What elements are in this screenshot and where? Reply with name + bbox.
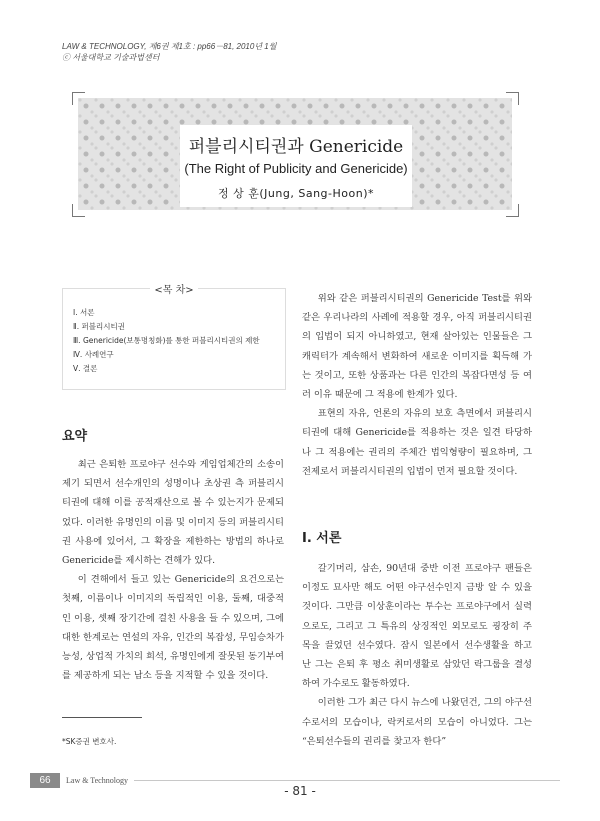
footer-journal-name: Law & Technology <box>66 776 128 785</box>
toc-list <box>73 306 260 376</box>
journal-citation: LAW & TECHNOLOGY, 제6권 제1호 : pp66－81, 2010년 1월 <box>62 42 277 51</box>
corner-mark <box>506 92 519 105</box>
body-paragraph: 표현의 자유, 언론의 자유의 보호 측면에서 퍼블리시티권에 대해 Genericide를 적용하는 것은 일견 타당하나 그 적용에는 권리의 주체간 법익형량이 필요하며, 그 전제로서 퍼블리시티권의 입법이 먼저 필요할 것이다. <box>302 408 532 477</box>
corner-mark <box>72 92 85 105</box>
article-author: 정 상 훈(Jung, Sang-Hoon)* <box>218 187 374 200</box>
section-heading-introduction: Ⅰ. 서론 <box>302 531 342 546</box>
page-number-left: 66 <box>30 773 60 788</box>
introduction-body <box>302 559 532 751</box>
footnote-divider <box>62 717 142 718</box>
title-box <box>180 125 412 207</box>
body-paragraph: 갈기머리, 삼손, 90년대 중반 이전 프로야구 팬들은 이정도 묘사만 해도 어떤 야구선수인지 금방 알 수 있을 것이다. 그만큼 이상훈이라는 투수는 프로야구에서 실력으로도, 그리고 그 특유의 상징적인 외모로도 굉장히 주목을 끌었던 선수였다. 잠시 일본에서 선수생활을 하고 난 그는 은퇴 후 평소 취미생활로 삼았던 락그룹을 결성하여 가수로도 활동하였다. <box>302 563 532 690</box>
abstract-paragraph: 최근 은퇴한 프로야구 선수와 게임업체간의 소송이 제기 되면서 선수개인의 성명이나 초상권 측 퍼블리시티권에 대해 이를 공적재산으로 볼 수 있는지가 문제되었다. 이러한 유명인의 이름 및 이미지 등의 퍼블리시티권 사용에 있어서, 그 확장을 제한하는 방법의 하나로 Genericide를 제시하는 견해가 있다. <box>62 459 284 567</box>
article-subtitle: (The Right of Publicity and Genericide) <box>184 161 408 176</box>
corner-mark <box>72 204 85 217</box>
body-paragraph: 이러한 그가 최근 다시 뉴스에 나왔던건, 그의 야구선수로서의 모습이나, 락커로서의 모습이 아니었다. 그는 “은퇴선수들의 권리를 찾고자 한다” <box>302 697 532 747</box>
article-title: 퍼블리시티권과 Genericide <box>188 137 404 157</box>
publisher-line: ⓒ 서울대학교 기술과법센터 <box>62 53 160 62</box>
toc-item: Ⅴ. 결론 <box>73 364 98 373</box>
right-column-top <box>302 289 532 481</box>
abstract-body <box>62 455 284 685</box>
toc-item: Ⅰ. 서론 <box>73 308 95 317</box>
body-paragraph: 위와 같은 퍼블리시티권의 Genericide Test를 위와 같은 우리나라의 사례에 적용할 경우, 아직 퍼블리시티권의 입법이 되지 아니하였고, 현재 살아있는 인물들은 그 캐릭터가 계속해서 변화하여 새로운 이미지를 획득해 가는 것이고, 또한 상품과는 다른 인간의 복잡다면성 등 여러 이유 때문에 그 적용에 한계가 있다. <box>302 293 532 401</box>
toc-heading: <목 차> <box>150 285 197 296</box>
footer-rule <box>134 780 560 781</box>
footnote: *SK증권 변호사. <box>62 737 117 746</box>
page-number-center: - 81 - <box>284 784 316 798</box>
toc-item: Ⅲ. Genericide(보통명칭화)를 통한 퍼블리시티권의 제한 <box>73 336 260 345</box>
toc-item: Ⅱ. 퍼블리시티권 <box>73 322 125 331</box>
abstract-heading: 요약 <box>62 429 88 444</box>
corner-mark <box>506 204 519 217</box>
toc-item: Ⅳ. 사례연구 <box>73 350 114 359</box>
table-of-contents <box>62 285 286 390</box>
running-header <box>62 41 276 63</box>
abstract-paragraph: 이 견해에서 들고 있는 Genericide의 요건으로는 첫째, 이름이나 이미지의 독립적인 이용, 둘째, 대중적인 이용, 셋째 장기간에 걸친 사용을 들 수 있으며, 그에 대한 한계로는 연설의 자유, 인간의 복잡성, 무임승차가능성, 상업적 가치의 희석, 유명인에게 잘못된 동기부여를 제공하게 되는 남소 등을 지적할 수 있을 것이다. <box>62 574 284 682</box>
